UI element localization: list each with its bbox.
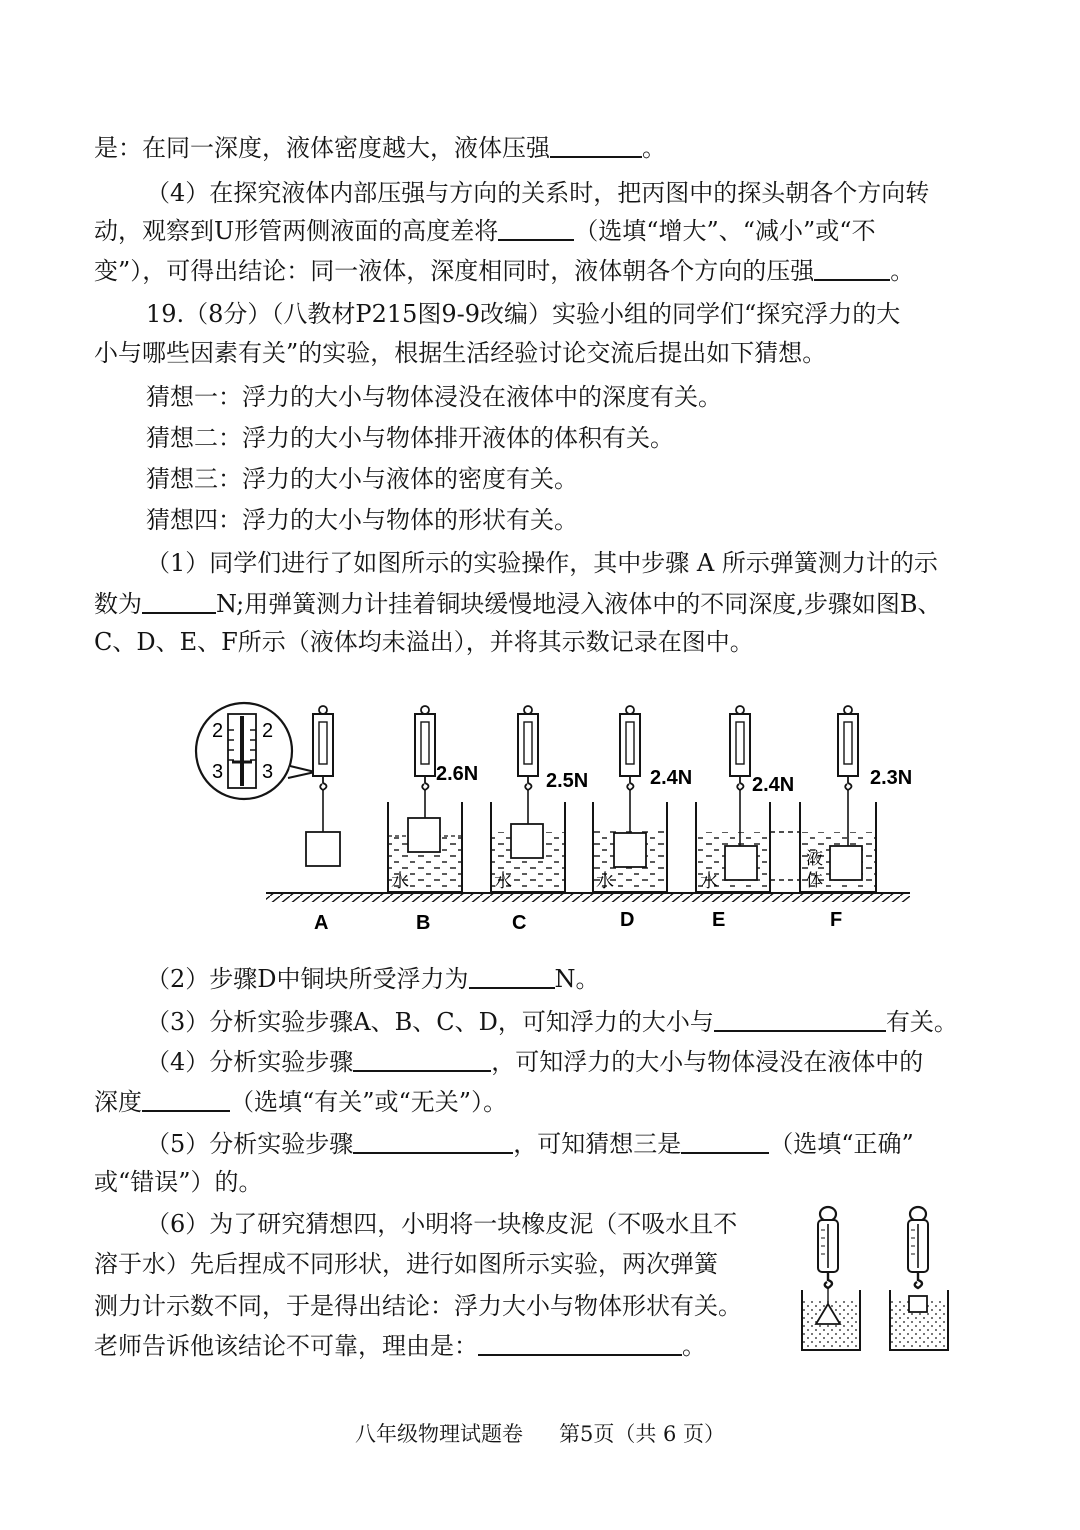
answer-blank[interactable] bbox=[498, 215, 574, 241]
reading-b: 2.6N bbox=[436, 763, 479, 785]
q18-part4-line-2: 动，观察到U形管两侧液面的高度差将 （选填“增大”、“减小”或“不 bbox=[94, 217, 876, 245]
q19-part4-line-2: 深度 （选填“有关”或“无关”）。 bbox=[94, 1088, 508, 1116]
plasticine-figure bbox=[790, 1200, 980, 1360]
scale-mark: 3 bbox=[212, 761, 224, 783]
q18-line-1: 是：在同一深度，液体密度越大，液体压强 。 bbox=[94, 134, 666, 162]
footer-title: 八年级物理试题卷 bbox=[354, 1422, 523, 1446]
answer-blank[interactable] bbox=[478, 1330, 682, 1356]
liquid-label-water: 水 bbox=[596, 871, 614, 891]
liquid-label-other: 体 bbox=[806, 871, 823, 890]
answer-blank[interactable] bbox=[353, 1046, 491, 1072]
q19-part3: （3）分析实验步骤A、B、C、D，可知浮力的大小与 有关。 bbox=[146, 1008, 958, 1036]
liquid-label-water: 水 bbox=[494, 871, 512, 891]
q19-part5-line-1: （5）分析实验步骤 ，可知猜想三是 （选填“正确” bbox=[146, 1130, 914, 1158]
reading-d: 2.4N bbox=[650, 767, 693, 789]
answer-blank[interactable] bbox=[681, 1128, 769, 1154]
liquid-label-water: 水 bbox=[700, 871, 718, 891]
spring-scale-right bbox=[908, 1207, 928, 1288]
q19-part6-line-3: 测力计示数不同，于是得出结论：浮力大小与物体形状有关。 bbox=[94, 1292, 742, 1320]
ground-line bbox=[266, 893, 910, 902]
answer-blank[interactable] bbox=[469, 963, 555, 989]
step-label-f: F bbox=[830, 909, 843, 931]
magnified-scale-icon bbox=[196, 703, 315, 799]
copper-block bbox=[725, 846, 757, 880]
q19-part1-line-2: 数为 N;用弹簧测力计挂着铜块缓慢地浸入液体中的不同深度,步骤如图B、 bbox=[94, 590, 942, 618]
beaker-right bbox=[890, 1290, 948, 1350]
step-label-e: E bbox=[712, 909, 726, 931]
plasticine-block bbox=[909, 1296, 927, 1312]
q19-part2: （2）步骤D中铜块所受浮力为 N。 bbox=[146, 965, 600, 993]
spring-scale-d bbox=[620, 706, 640, 833]
spring-scale-a bbox=[306, 706, 340, 866]
q19-intro-line-1: 19.（8分）（八教材P215图9-9改编）实验小组的同学们“探究浮力的大 bbox=[146, 300, 901, 328]
liquid-label-other: 液 bbox=[806, 849, 823, 868]
page-footer bbox=[0, 1418, 1080, 1448]
beaker-left bbox=[802, 1290, 860, 1350]
guess-2: 猜想二：浮力的大小与物体排开液体的体积有关。 bbox=[146, 424, 674, 452]
copper-block bbox=[511, 824, 543, 858]
reading-e: 2.4N bbox=[752, 774, 795, 796]
experiment-figure bbox=[0, 690, 1080, 940]
q19-part1-line-1: （1）同学们进行了如图所示的实验操作，其中步骤 A 所示弹簧测力计的示 bbox=[146, 549, 938, 577]
step-label-b: B bbox=[416, 912, 431, 934]
footer-page-number: 第5页（共 6 页） bbox=[558, 1422, 726, 1446]
q19-part1-line-3: C、D、E、F所示（液体均未溢出），并将其示数记录在图中。 bbox=[94, 628, 754, 656]
spring-scale-left bbox=[818, 1207, 838, 1304]
liquid-label-water: 水 bbox=[391, 871, 409, 891]
q19-part6-line-2: 溶于水）先后捏成不同形状，进行如图所示实验，两次弹簧 bbox=[94, 1250, 718, 1278]
answer-blank[interactable] bbox=[814, 255, 890, 281]
spring-scale-c bbox=[518, 706, 538, 824]
answer-blank[interactable] bbox=[550, 132, 642, 158]
guess-1: 猜想一：浮力的大小与物体浸没在液体中的深度有关。 bbox=[146, 383, 722, 411]
copper-block bbox=[408, 818, 440, 852]
q18-part4-line-1: （4）在探究液体内部压强与方向的关系时，把丙图中的探头朝各个方向转 bbox=[146, 179, 930, 207]
copper-block bbox=[306, 832, 340, 866]
q19-part5-line-2: 或“错误”）的。 bbox=[94, 1168, 263, 1196]
answer-blank[interactable] bbox=[142, 1086, 230, 1112]
spring-scale-b bbox=[415, 706, 435, 818]
q19-part6-line-4: 老师告诉他该结论不可靠，理由是： 。 bbox=[94, 1332, 706, 1360]
guess-3: 猜想三：浮力的大小与液体的密度有关。 bbox=[146, 465, 578, 493]
step-label-d: D bbox=[620, 909, 635, 931]
scale-mark: 2 bbox=[262, 720, 274, 742]
reading-f: 2.3N bbox=[870, 767, 913, 789]
q19-part4-line-1: （4）分析实验步骤 ，可知浮力的大小与物体浸没在液体中的 bbox=[146, 1048, 924, 1076]
copper-block bbox=[830, 846, 862, 880]
step-label-a: A bbox=[314, 912, 329, 934]
spring-scale-f bbox=[838, 706, 858, 846]
q18-part4-line-3: 变”），可得出结论：同一液体，深度相同时，液体朝各个方向的压强 。 bbox=[94, 257, 915, 285]
q19-intro-line-2: 小与哪些因素有关”的实验，根据生活经验讨论交流后提出如下猜想。 bbox=[94, 339, 827, 367]
guess-4: 猜想四：浮力的大小与物体的形状有关。 bbox=[146, 506, 578, 534]
reading-c: 2.5N bbox=[546, 770, 589, 792]
answer-blank[interactable] bbox=[353, 1128, 513, 1154]
q19-part6-line-1: （6）为了研究猜想四，小明将一块橡皮泥（不吸水且不 bbox=[146, 1210, 738, 1238]
answer-blank[interactable] bbox=[142, 588, 216, 614]
spring-scale-e bbox=[730, 706, 750, 846]
answer-blank[interactable] bbox=[714, 1006, 886, 1032]
step-label-c: C bbox=[512, 912, 527, 934]
scale-mark: 3 bbox=[262, 761, 274, 783]
copper-block bbox=[614, 833, 646, 867]
scale-mark: 2 bbox=[212, 720, 224, 742]
